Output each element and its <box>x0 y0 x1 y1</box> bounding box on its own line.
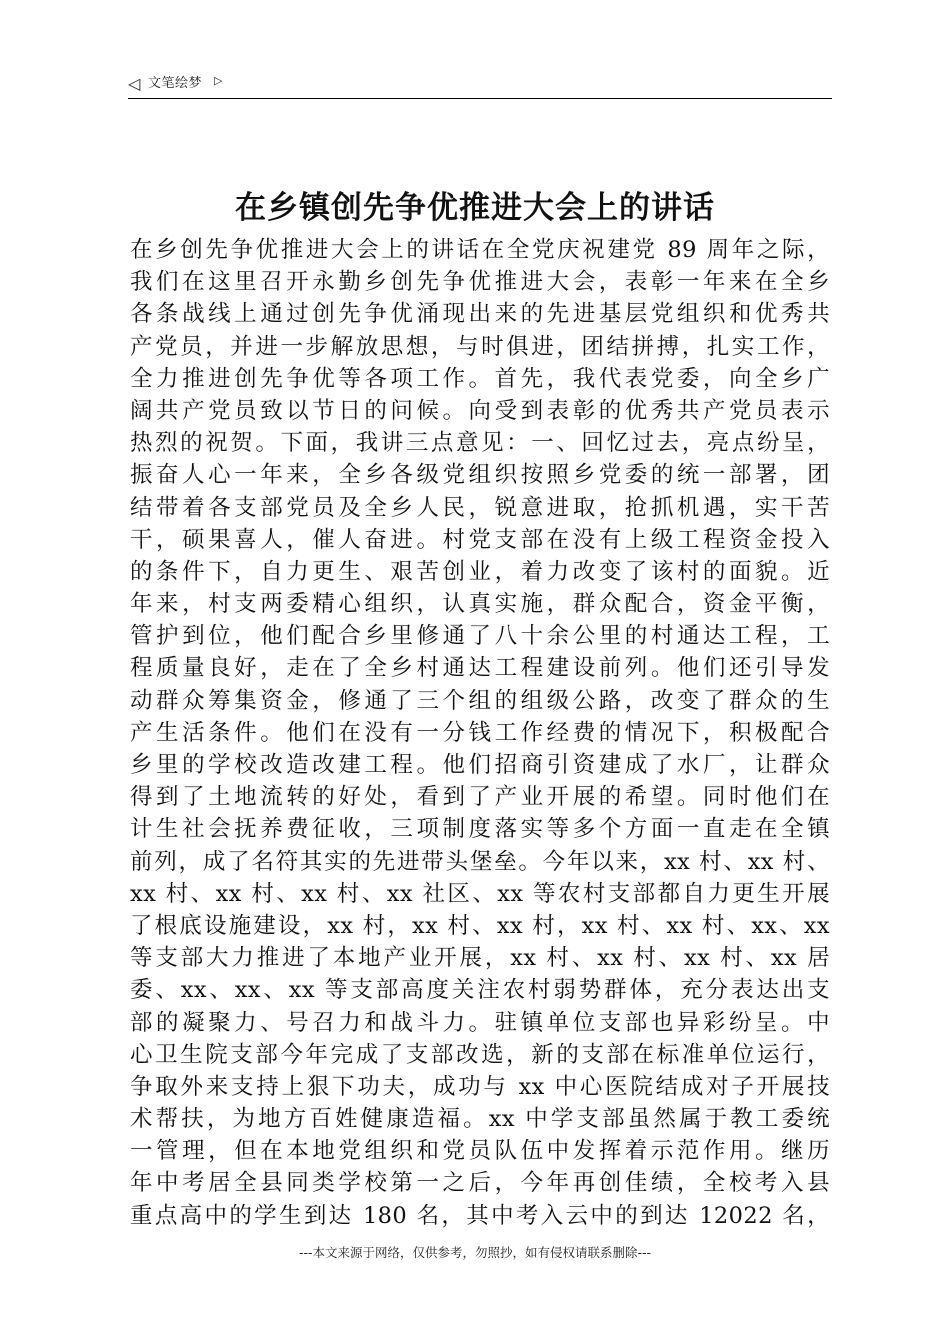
body-line: 年来，村支两委精心组织，认真实施，群众配合，资金平衡， <box>130 591 830 618</box>
document-title: 在乡镇创先争优推进大会上的讲话 <box>235 190 715 226</box>
body-line: 全力推进创先争优等各项工作。首先，我代表党委，向全乡广 <box>130 365 830 392</box>
body-line: 产生活条件。他们在没有一分钱工作经费的情况下，积极配合 <box>130 719 830 746</box>
body-line: 委、xx、xx、xx 等支部高度关注农村弱势群体，充分表达出支 <box>130 977 830 1004</box>
body-line: 争取外来支持上狠下功夫，成功与 xx 中心医院结成对子开展技 <box>130 1073 830 1100</box>
body-line: 管护到位，他们配合乡里修通了八十余公里的村通达工程，工 <box>130 623 830 650</box>
body-line: 心卫生院支部今年完成了支部改选，新的支部在标准单位运行， <box>130 1041 830 1068</box>
body-line: 一管理，但在本地党组织和党员队伍中发挥着示范作用。继历 <box>130 1138 830 1165</box>
body-line: 前列，成了名符其实的先进带头堡垒。今年以来，xx 村、xx 村、 <box>130 848 830 875</box>
body-line: 振奋人心一年来，全乡各级党组织按照乡党委的统一部署，团 <box>130 462 830 489</box>
body-line: 动群众筹集资金，修通了三个组的组级公路，改变了群众的生 <box>130 687 830 714</box>
body-line: 计生社会抚养费征收，三项制度落实等多个方面一直走在全镇 <box>130 816 830 843</box>
body-line: 结带着各支部党员及全乡人民，锐意进取，抢抓机遇，实干苦 <box>130 494 830 521</box>
header-brand: 文笔绘梦 <box>148 76 203 91</box>
body-line: 部的凝聚力、号召力和战斗力。驻镇单位支部也异彩纷呈。中 <box>130 1009 830 1036</box>
document-body <box>130 234 830 1232</box>
body-line: 术帮扶，为地方百姓健康造福。xx 中学支部虽然属于教工委统 <box>130 1106 830 1133</box>
left-triangle-icon: ◁ <box>128 74 141 93</box>
body-line: 了根底设施建设，xx 村，xx 村、xx 村，xx 村、xx 村、xx、xx <box>130 912 830 939</box>
right-triangle-icon: ▷ <box>214 74 223 87</box>
body-line: 的条件下，自力更生、艰苦创业，着力改变了该村的面貌。近 <box>130 558 830 585</box>
body-line: xx 村、xx 村、xx 村、xx 社区、xx 等农村支部都自力更生开展 <box>130 880 830 907</box>
body-line: 各条战线上通过创先争优涌现出来的先进基层党组织和优秀共 <box>130 301 830 328</box>
body-line: 干，硕果喜人，催人奋进。村党支部在没有上级工程资金投入 <box>130 526 830 553</box>
body-line: 重点高中的学生到达 180 名，其中考入云中的到达 12022 名， <box>130 1202 830 1229</box>
page-footer: ---本文来源于网络，仅供参考，勿照抄，如有侵权请联系删除--- <box>298 1245 652 1260</box>
body-line: 年中考居全县同类学校第一之后，今年再创佳绩，全校考入县 <box>130 1170 830 1197</box>
body-line: 等支部大力推进了本地产业开展，xx 村、xx 村、xx 村、xx 居 <box>130 945 830 972</box>
page-header <box>128 70 832 99</box>
body-line: 得到了土地流转的好处，看到了产业开展的希望。同时他们在 <box>130 784 830 811</box>
body-line: 乡里的学校改造改建工程。他们招商引资建成了水厂，让群众 <box>130 752 830 778</box>
body-line: 热烈的祝贺。下面，我讲三点意见：一、回忆过去，亮点纷呈， <box>130 430 830 457</box>
body-line: 阔共产党员致以节日的问候。向受到表彰的优秀共产党员表示 <box>130 397 830 424</box>
body-line: 产党员，并进一步解放思想，与时俱进，团结拼搏，扎实工作， <box>130 333 830 360</box>
body-line: 在乡创先争优推进大会上的讲话在全党庆祝建党 89 周年之际， <box>130 237 830 263</box>
body-line: 程质量良好，走在了全乡村通达工程建设前列。他们还引导发 <box>130 655 830 682</box>
body-line: 我们在这里召开永勤乡创先争优推进大会，表彰一年来在全乡 <box>130 269 830 296</box>
